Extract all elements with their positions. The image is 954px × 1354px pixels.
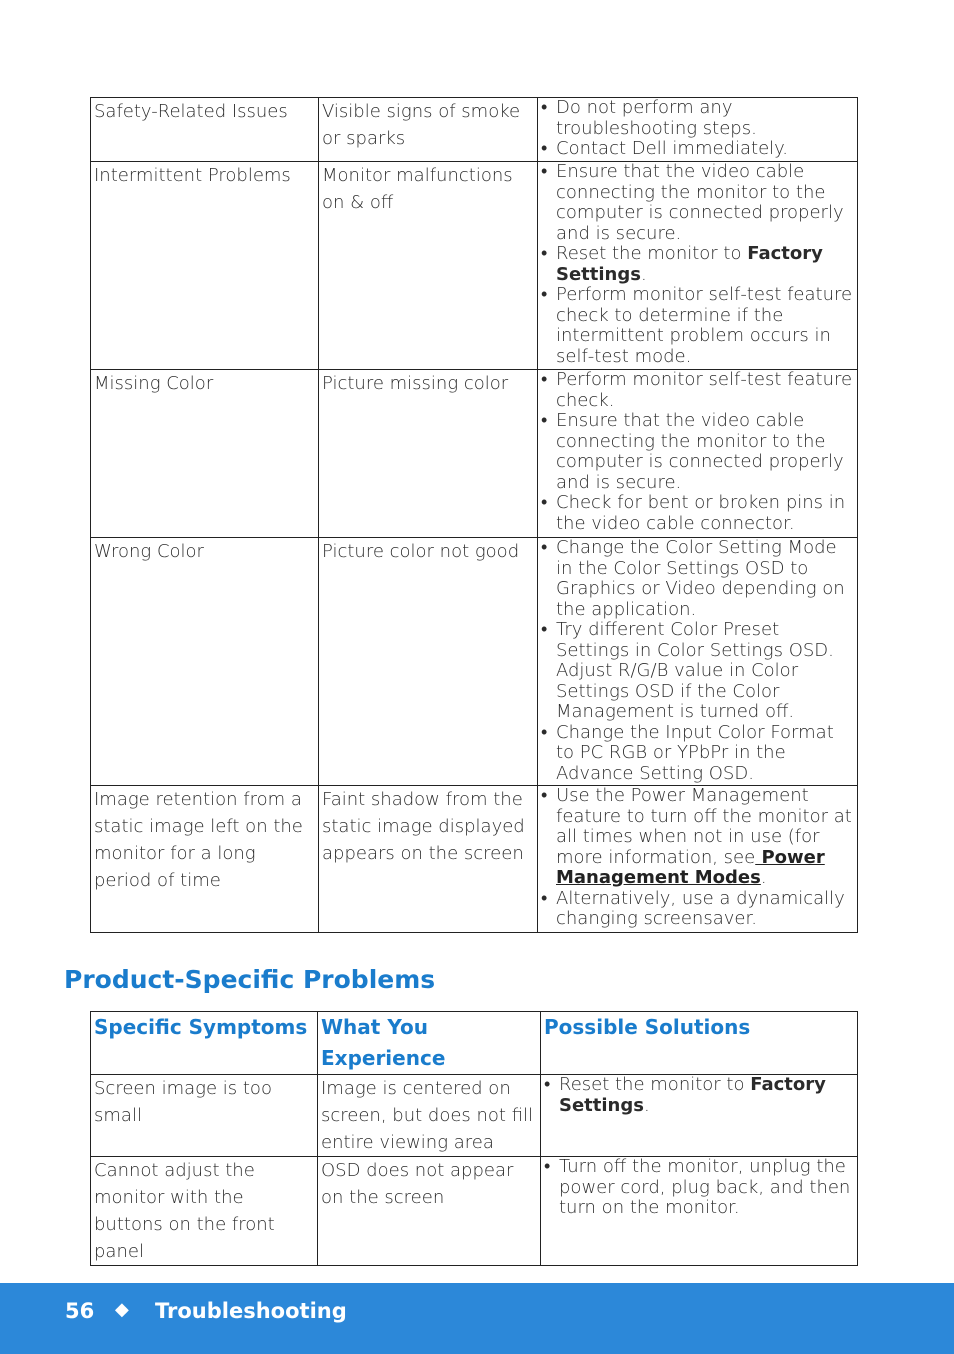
- experience-cell: Monitor malfunctions on & off: [319, 162, 538, 370]
- page-number: 56: [65, 1299, 95, 1323]
- solution-text: Reset the monitor to: [559, 1074, 751, 1095]
- table-row: [91, 786, 858, 933]
- table-row: [91, 538, 858, 786]
- section-title: Product-Specific Problems: [64, 965, 436, 994]
- solutions-cell: [538, 538, 858, 786]
- experience-cell: Picture missing color: [319, 370, 538, 538]
- diamond-separator-icon: ◆: [115, 1299, 129, 1320]
- solution-item: [544, 1075, 857, 1116]
- solution-text-end: .: [643, 1094, 650, 1116]
- experience-cell: Picture color not good: [319, 538, 538, 786]
- symptom-cell: Safety-Related Issues: [91, 98, 319, 162]
- solutions-cell: [538, 98, 858, 162]
- header-experience: What You Experience: [318, 1012, 541, 1075]
- experience-cell: Image is centered on screen, but does not fill entire viewing area: [318, 1075, 541, 1157]
- solution-item: • Contact Dell immediately.: [541, 139, 857, 160]
- solutions-cell: [541, 1075, 858, 1157]
- symptom-cell: Wrong Color: [91, 538, 319, 786]
- solution-item: [541, 244, 857, 285]
- factory-settings-term: Factory Settings: [556, 243, 823, 285]
- troubleshooting-table-general: [90, 97, 858, 933]
- solution-item: [541, 786, 857, 889]
- experience-cell: OSD does not appear on the screen: [318, 1157, 541, 1266]
- solutions-cell: [538, 786, 858, 933]
- symptom-cell: Screen image is too small: [91, 1075, 318, 1157]
- table-row: [91, 370, 858, 538]
- solution-item: • Change the Input Color Format to PC RGB or YPbPr in the Advance Setting OSD.: [541, 723, 857, 785]
- experience-cell: Faint shadow from the static image displayed appears on the screen: [319, 786, 538, 933]
- factory-settings-term: Factory Settings: [559, 1074, 826, 1116]
- solution-item: • Perform monitor self-test feature check.: [541, 370, 857, 411]
- footer-section-title: Troubleshooting: [155, 1299, 347, 1323]
- table-row: [91, 98, 858, 162]
- solution-item: • Ensure that the video cable connecting the monitor to the computer is connected properly and is secure.: [541, 162, 857, 244]
- solution-text-end: .: [760, 867, 767, 888]
- table-row: [91, 162, 858, 370]
- header-solutions: Possible Solutions: [541, 1012, 858, 1075]
- solution-item: • Check for bent or broken pins in the video cable connector.: [541, 493, 857, 534]
- page-footer: [0, 1283, 954, 1354]
- solution-item: • Turn off the monitor, unplug the power cord, plug back, and then turn on the monitor.: [544, 1157, 857, 1219]
- solution-item: • Change the Color Setting Mode in the Color Settings OSD to Graphics or Video depending on the application.: [541, 538, 857, 620]
- table-header-row: [91, 1012, 858, 1075]
- solution-text-end: .: [640, 263, 647, 285]
- solution-item: • Ensure that the video cable connecting the monitor to the computer is connected properly and is secure.: [541, 411, 857, 493]
- table-row: [91, 1157, 858, 1266]
- symptom-cell: Intermittent Problems: [91, 162, 319, 370]
- symptom-cell: Cannot adjust the monitor with the buttons on the front panel: [91, 1157, 318, 1266]
- solution-item: • Alternatively, use a dynamically changing screensaver.: [541, 889, 857, 930]
- troubleshooting-table-product: [90, 1011, 858, 1266]
- power-management-modes-link[interactable]: Power Management Modes: [556, 846, 825, 888]
- solutions-cell: [538, 370, 858, 538]
- table-row: [91, 1075, 858, 1157]
- symptom-cell: Missing Color: [91, 370, 319, 538]
- solutions-cell: [538, 162, 858, 370]
- header-symptoms: Specific Symptoms: [91, 1012, 318, 1075]
- solution-item: • Perform monitor self-test feature check to determine if the intermittent problem occurs in self-test mode.: [541, 285, 857, 367]
- solution-text: Use the Power Management feature to turn off the monitor at all times when not in use (for more information, see: [556, 785, 852, 868]
- solution-text: Reset the monitor to: [556, 243, 748, 264]
- solution-item: • Try different Color Preset Settings in Color Settings OSD. Adjust R/G/B value in Color Settings OSD if the Color Management is turned off.: [541, 620, 857, 723]
- solutions-cell: [541, 1157, 858, 1266]
- solution-item: • Do not perform any troubleshooting steps.: [541, 98, 857, 139]
- experience-cell: Visible signs of smoke or sparks: [319, 98, 538, 162]
- symptom-cell: Image retention from a static image left on the monitor for a long period of time: [91, 786, 319, 933]
